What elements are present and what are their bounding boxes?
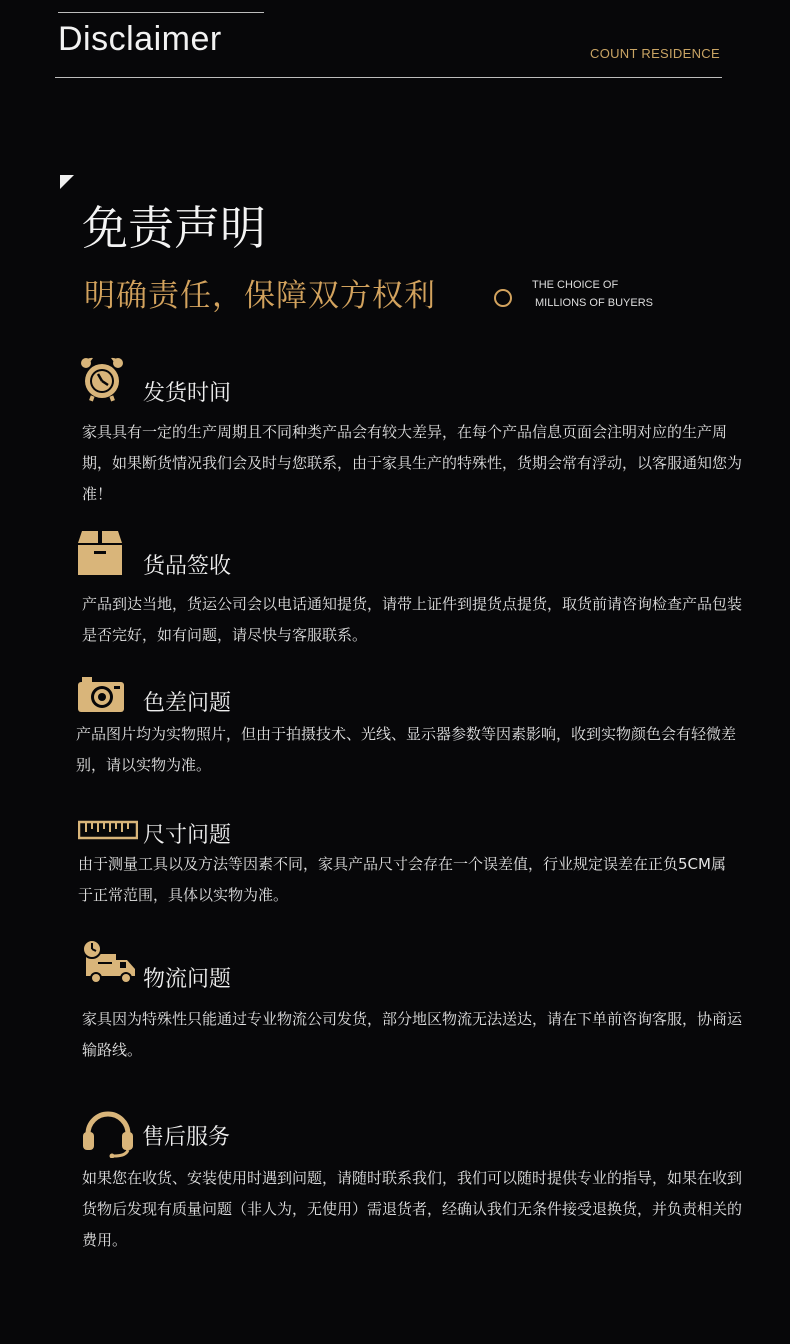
- page-subtitle: 明确责任，保障双方权利: [84, 278, 436, 314]
- tagline-line-2: MILLIONS OF BUYERS: [535, 297, 653, 309]
- header-top-rule: [58, 12, 264, 13]
- section-heading-shipping-time: 发货时间: [143, 381, 232, 406]
- header-bottom-rule: [55, 77, 722, 78]
- section-heading-size: 尺寸问题: [143, 823, 232, 848]
- camera-icon: [78, 676, 124, 716]
- circle-ornament-icon: [494, 289, 512, 307]
- header-title: Disclaimer: [58, 20, 222, 58]
- tagline: [532, 276, 653, 312]
- section-heading-logistics: 物流问题: [143, 967, 232, 992]
- headset-icon: [82, 1106, 134, 1162]
- tagline-line-1: THE CHOICE OF: [532, 279, 619, 291]
- package-box-icon: [78, 529, 122, 579]
- alarm-clock-icon: [78, 354, 126, 406]
- ruler-icon: [78, 820, 138, 844]
- section-body-size: 由于测量工具以及方法等因素不同，家具产品尺寸会存在一个误差值，行业规定误差在正负5CM属于正常范围，具体以实物为准。: [78, 855, 726, 904]
- section-heading-color-difference: 色差问题: [143, 691, 232, 716]
- section-body-logistics: 家具因为特殊性只能通过专业物流公司发货，部分地区物流无法送达，请在下单前咨询客服，协商运输路线。: [82, 1010, 743, 1059]
- delivery-truck-icon: [80, 940, 136, 990]
- section-heading-goods-receipt: 货品签收: [143, 554, 232, 579]
- page-title: 免责声明: [82, 201, 266, 255]
- section-heading-after-sales: 售后服务: [142, 1125, 231, 1150]
- corner-mark-icon: [60, 175, 74, 189]
- brand-name: COUNT RESIDENCE: [590, 46, 720, 61]
- section-body-goods-receipt: 产品到达当地，货运公司会以电话通知提货，请带上证件到提货点提货，取货前请咨询检查产品包装是否完好，如有问题，请尽快与客服联系。: [82, 595, 743, 644]
- section-body-shipping-time: 家具具有一定的生产周期且不同种类产品会有较大差异，在每个产品信息页面会注明对应的生产周期，如果断货情况我们会及时与您联系，由于家具生产的特殊性，货期会常有浮动，以客服通知您为准！: [82, 423, 743, 503]
- section-body-after-sales: 如果您在收货、安装使用时遇到问题，请随时联系我们，我们可以随时提供专业的指导，如果在收到货物后发现有质量问题（非人为，无使用）需退货者，经确认我们无条件接受退换货，并负责相关的费用。: [82, 1169, 743, 1249]
- section-body-color-difference: 产品图片均为实物照片，但由于拍摄技术、光线、显示器参数等因素影响，收到实物颜色会有轻微差别，请以实物为准。: [76, 725, 737, 774]
